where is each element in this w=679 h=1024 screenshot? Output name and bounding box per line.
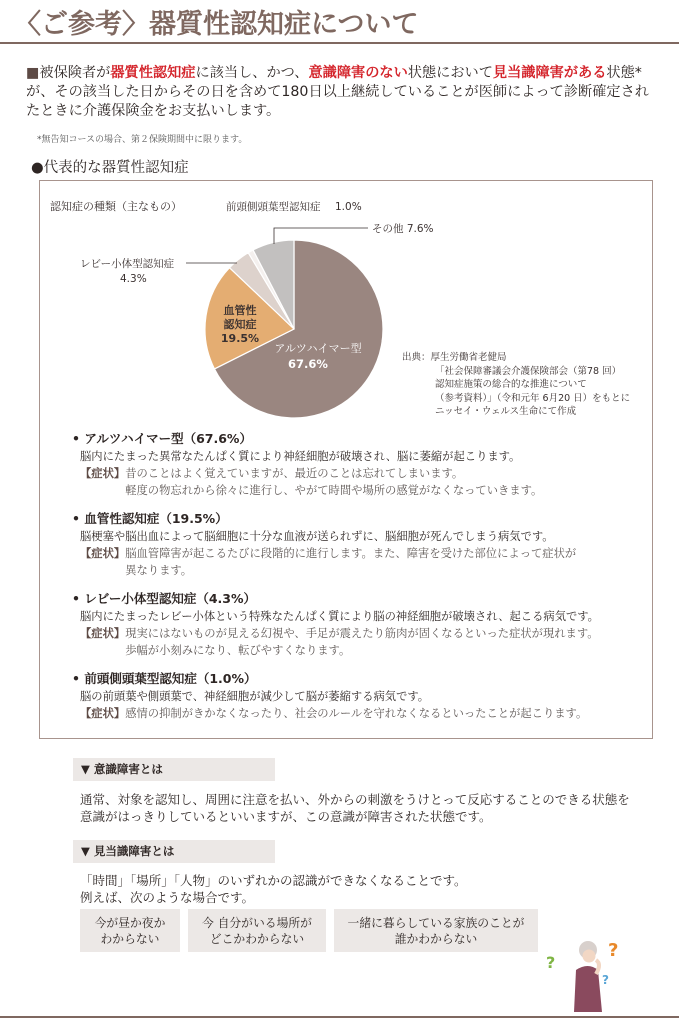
label-alzheimer-name: アルツハイマー型 [274,342,362,355]
type-symptoms: 【症状】 脳血管障害が起こるたびに段階的に進行します。また、障害を受けた部位によって症状が 異なります。 [80,547,577,577]
type-symptoms: 【症状】 現実にはないものが見える幻視や、手足が震えたり筋肉が固くなるといった症状が現れます。 歩幅が小刻みになり、転びやすくなります。 [80,627,599,657]
type-description: 脳内にたまったレビー小体という特殊なたんぱく質により脳の神経細胞が破壊され、起こる病気です。 [80,610,599,623]
disorientation-heading: ▼ 見当識障害とは [73,840,275,863]
type-name: • 血管性認知症（19.5%） [72,511,228,526]
bottom-divider [0,1016,679,1018]
intro-footnote: *無告知コースの場合、第２保険期間中に限ります。 [37,135,248,145]
label-alzheimer-value: 67.6% [288,357,328,371]
question-mark-icon: ? [546,953,556,972]
consciousness-disorder-body: 通常、対象を認知し、周囲に注意を払い、外からの刺激をうけとって反応することのできる状態を 意識がはっきりしているといいますが、この意識が障害された状態です。 [80,792,630,824]
label-other: その他 7.6% [372,223,434,235]
label-ftd-name: 前頭側頭葉型認知症 [226,201,321,213]
label-vascular-value: 19.5% [220,332,260,345]
hand-icon [596,960,599,974]
intro-paragraph: ■被保険者が器質性認知症に該当し、かつ、意識障害のない状態において見当識障害がある状態*が、その該当した日からその日を含めて180日以上継続していることが医師によって診断確定されたときに介護保険金をお支払いします。 [26,65,649,119]
label-vascular-line2: 認知症 [223,318,257,331]
type-symptoms: 【症状】 昔のことはよく覚えていますが、最近のことは忘れてしまいます。 軽度の物忘れから徐々に進行し、やがて時間や場所の感覚がなくなっていきます。 [80,467,543,497]
example-day-night: 今が昼か夜か わからない [80,909,180,952]
highlight-organic-dementia: 器質性認知症 [110,65,196,81]
question-mark-icon: ? [608,940,619,961]
page-title: 〈ご参考〉器質性認知症について [14,9,419,40]
face-icon [583,950,596,963]
question-mark-icon: ? [602,973,609,987]
chart-title: 認知症の種類（主なもの） [50,200,182,213]
section-title: ●代表的な器質性認知症 [31,160,189,176]
type-alzheimer [72,430,642,499]
label-ftd-value: 1.0% [335,201,362,213]
type-description: 脳の前頭葉や側頭葉で、神経細胞が減少して脳が萎縮する病気です。 [80,690,430,703]
consciousness-disorder-heading: ▼ 意識障害とは [73,758,275,781]
intro-bullet: ■ [26,65,40,81]
type-name: • アルツハイマー型（67.6%） [72,431,252,446]
example-location: 今 自分がいる場所が どこかわからない [188,909,326,952]
type-description: 脳梗塞や脳出血によって脳細胞に十分な血液が送られずに、脳細胞が死んでしまう病気です。 [80,530,554,543]
type-symptoms: 【症状】 感情の抑制がきかなくなったり、社会のルールを守れなくなるといったことが起こります。 [80,707,588,720]
highlight-no-consciousness-disorder: 意識障害のない [308,65,408,81]
type-vascular [72,510,642,579]
label-lewy-value: 4.3% [120,273,147,285]
type-name: • 前頭側頭葉型認知症（1.0%） [72,671,257,686]
label-vascular-line1: 血管性 [223,304,257,317]
highlight-disorientation: 見当識障害がある [492,65,607,81]
type-lewy [72,590,642,659]
confused-elderly-illustration [540,934,630,1016]
type-name: • レビー小体型認知症（4.3%） [72,591,257,606]
chart-source: 出典：厚生労働省老健局 「社会保障審議会介護保険部会（第78 回） 認知症施策の総合的な推進について （参考資料）」（令和元年 6月20 日）をもとに ニッセイ・ウェルス生命にて作成 [402,352,631,417]
disorientation-body: 「時間」「場所」「人物」のいずれかの認識ができなくなることです。 例えば、次のような場合です。 [80,873,467,905]
dementia-type-list [72,430,642,733]
type-ftd [72,670,642,722]
label-lewy-name: レビー小体型認知症 [80,258,175,270]
example-family: 一緒に暮らしている家族のことが 誰かわからない [334,909,538,952]
type-description: 脳内にたまった異常なたんぱく質により神経細胞が破壊され、脳に萎縮が起こります。 [80,450,521,463]
